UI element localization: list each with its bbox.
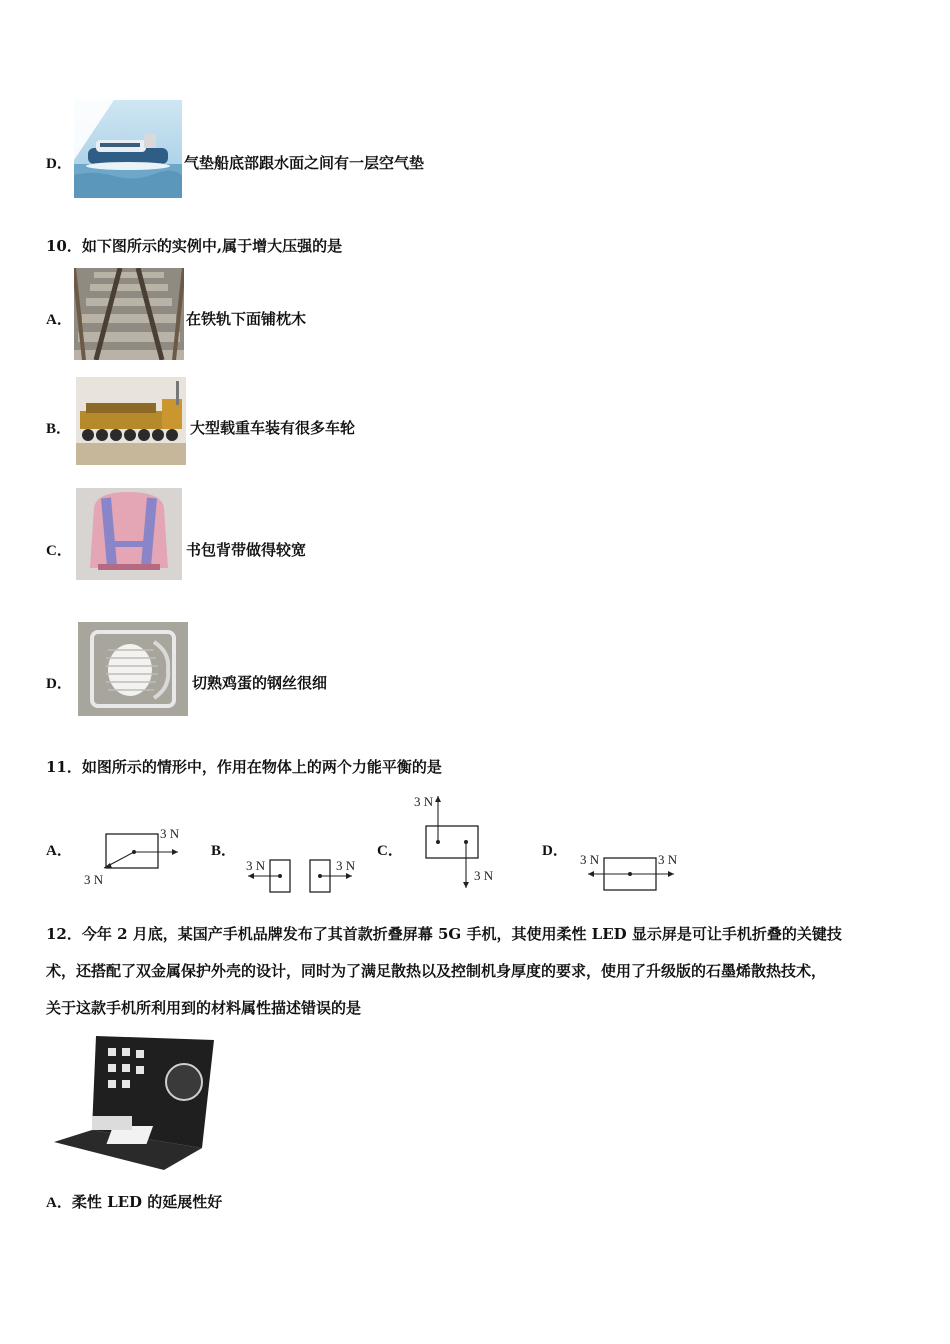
railway-photo bbox=[74, 268, 184, 360]
q11-option-a-letter: A． bbox=[46, 843, 72, 859]
q11-a-label-2: 3 N bbox=[84, 872, 104, 887]
q11-diagram-c bbox=[410, 790, 510, 892]
q11-c-label-2: 3 N bbox=[474, 868, 494, 883]
q10-option-a-letter: A． bbox=[46, 312, 72, 328]
q10-stem: 10．如下图所示的实例中,属于增大压强的是 bbox=[46, 237, 343, 255]
q11-d-label-1: 3 N bbox=[580, 852, 600, 867]
q10-option-a-text: 在铁轨下面铺枕木 bbox=[186, 310, 307, 328]
q11-diagram-b bbox=[240, 852, 368, 900]
q11-diagram-a bbox=[78, 824, 190, 890]
q11-diagram-d bbox=[578, 846, 690, 896]
q11-option-d-letter: D． bbox=[542, 843, 568, 859]
q9-option-d-text: 气垫船底部跟水面之间有一层空气垫 bbox=[184, 154, 425, 172]
hovercraft-photo bbox=[74, 100, 182, 198]
q9-option-d-letter: D． bbox=[46, 156, 72, 172]
q10-option-b-letter: B． bbox=[46, 421, 72, 437]
q11-b-label-2: 3 N bbox=[336, 858, 356, 873]
q12-option-a-text bbox=[46, 1191, 222, 1212]
q11-option-c-letter: C． bbox=[377, 843, 403, 859]
q11-d-label-2: 3 N bbox=[658, 852, 678, 867]
q10-option-c-text: 书包背带做得较宽 bbox=[186, 541, 307, 559]
q12-option-a-letter: A． bbox=[46, 1195, 72, 1211]
backpack-photo bbox=[76, 488, 182, 580]
heavy-truck-photo bbox=[76, 377, 186, 465]
q11-c-label-1: 3 N bbox=[414, 794, 434, 809]
q12-stem-line-2: 术，还搭配了双金属保护外壳的设计，同时为了满足散热以及控制机身厚度的要求，使用了升级版的石墨烯散热技术， bbox=[46, 962, 827, 980]
folding-phone-photo bbox=[52, 1030, 218, 1172]
q10-option-d-letter: D． bbox=[46, 676, 72, 692]
q10-option-b-text: 大型载重车装有很多车轮 bbox=[190, 419, 356, 437]
q10-option-d-text: 切熟鸡蛋的钢丝很细 bbox=[192, 674, 328, 692]
q11-a-label-1: 3 N bbox=[160, 826, 180, 841]
q10-option-c-letter: C． bbox=[46, 543, 72, 559]
q12-stem-line-1: 12．今年 2 月底，某国产手机品牌发布了其首款折叠屏幕 5G 手机，其使用柔性 LED 显示屏是可让手机折叠的关键技 bbox=[46, 925, 842, 943]
q11-b-label-1: 3 N bbox=[246, 858, 266, 873]
q12-option-a-label: 柔性 LED 的延展性好 bbox=[71, 1193, 223, 1211]
q11-option-b-letter: B． bbox=[211, 843, 237, 859]
q12-stem-line-3: 关于这款手机所利用到的材料属性描述错误的是 bbox=[46, 999, 362, 1017]
egg-slicer-photo bbox=[78, 622, 188, 716]
q11-stem: 11．如图所示的情形中，作用在物体上的两个力能平衡的是 bbox=[46, 758, 442, 776]
